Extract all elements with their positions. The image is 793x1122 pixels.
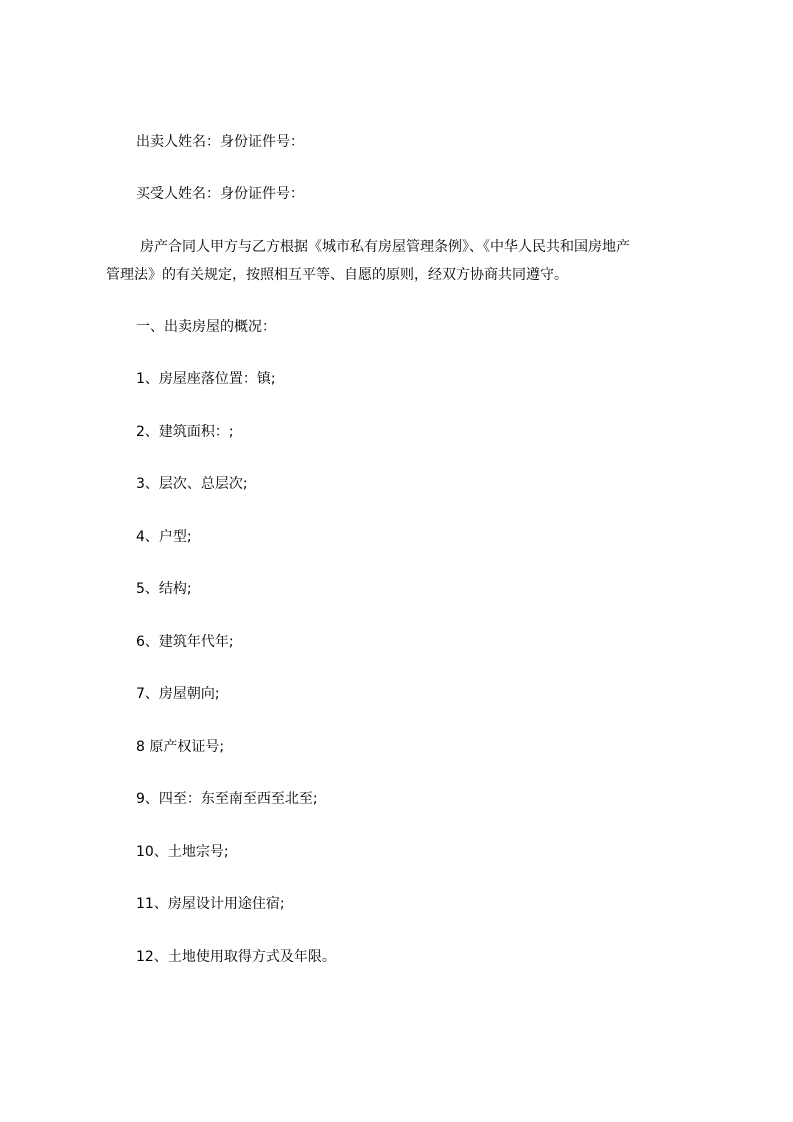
seller-info-line: 出卖人姓名：身份证件号： [136, 134, 304, 150]
buyer-info-line: 买受人姓名：身份证件号： [136, 186, 304, 202]
list-item: 11、房屋设计用途住宿; [136, 896, 285, 912]
list-item: 10、土地宗号; [136, 844, 229, 860]
list-item: 7、房屋朝向; [136, 686, 220, 702]
list-item: 3、层次、总层次; [136, 476, 248, 492]
list-item: 5、结构; [136, 581, 192, 597]
list-item: 4、户型; [136, 529, 192, 545]
list-item: 12、土地使用取得方式及年限。 [136, 949, 336, 965]
intro-paragraph-line-1: 房产合同人甲方与乙方根据《城市私有房屋管理条例》、《中华人民共和国房地产 [140, 239, 630, 255]
list-item: 6、建筑年代年; [136, 634, 234, 650]
section-title: 一、出卖房屋的概况： [136, 319, 276, 335]
list-item: 1、房屋座落位置：镇; [136, 371, 276, 387]
list-item: 9、四至：东至南至西至北至; [136, 791, 318, 807]
intro-paragraph-line-2: 管理法》的有关规定，按照相互平等、自愿的原则，经双方协商共同遵守。 [106, 267, 568, 283]
list-item: 2、建筑面积：; [136, 424, 234, 440]
intro-paragraph [106, 233, 696, 289]
list-item: 8 原产权证号; [136, 739, 225, 755]
